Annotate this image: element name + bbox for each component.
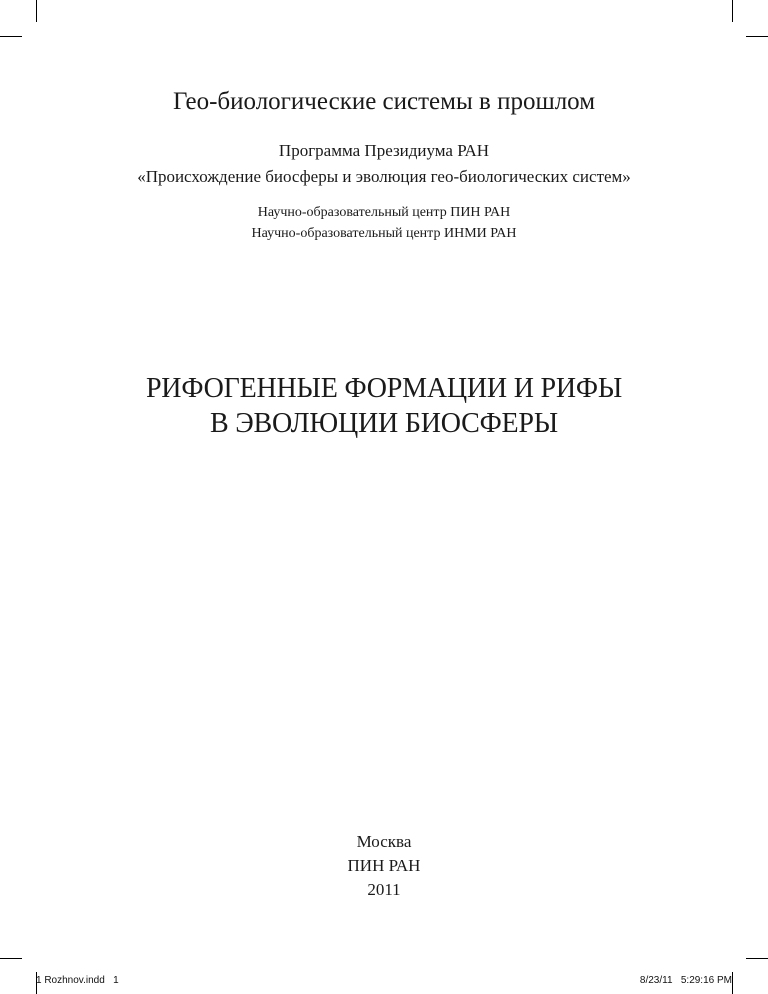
program-block: [0, 138, 768, 190]
slug-file-name: 1 Rozhnov.indd 1: [36, 975, 119, 986]
book-title: [0, 371, 768, 441]
imprint-publisher: ПИН РАН: [347, 856, 421, 875]
center-pin: Научно-образовательный центр ПИН РАН: [257, 205, 511, 220]
imprint-year: 2011: [367, 880, 401, 899]
book-title-line-1: РИФОГЕННЫЕ ФОРМАЦИИ И РИФЫ: [145, 373, 623, 404]
imprint-city: Москва: [356, 832, 412, 851]
crop-mark-top-left-horizontal: [0, 36, 22, 37]
crop-mark-top-right-vertical: [732, 0, 733, 22]
crop-mark-top-left-vertical: [36, 0, 37, 22]
series-title: Гео-биологические системы в прошлом: [172, 88, 596, 115]
center-inmi: Научно-образовательный центр ИНМИ РАН: [251, 226, 517, 241]
crop-mark-bottom-left-horizontal: [0, 958, 22, 959]
crop-mark-bottom-right-horizontal: [746, 958, 768, 959]
book-title-line-2: В ЭВОЛЮЦИИ БИОСФЕРЫ: [209, 408, 559, 439]
research-centers: [0, 202, 768, 244]
program-name: Программа Президиума РАН: [278, 141, 490, 160]
program-subtitle: «Происхождение биосферы и эволюция гео-биологических систем»: [137, 167, 631, 186]
crop-mark-top-right-horizontal: [746, 36, 768, 37]
imprint: [0, 830, 768, 902]
crop-mark-bottom-right-vertical: [732, 972, 733, 994]
slug-timestamp: 8/23/11 5:29:16 PM: [639, 975, 732, 986]
